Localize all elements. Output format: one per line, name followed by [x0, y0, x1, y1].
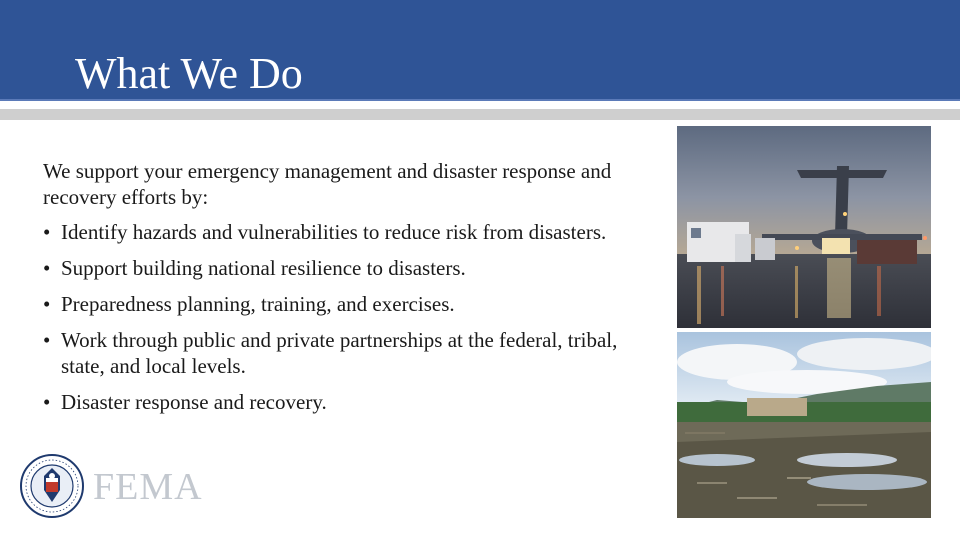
- intro-text: We support your emergency management and disaster response and recovery efforts by:: [43, 159, 612, 209]
- landslide-photo: [677, 332, 931, 518]
- title-bar-edge: [0, 99, 960, 101]
- slide-body: [43, 158, 663, 425]
- cargo-plane-photo: [677, 126, 931, 328]
- bullet-text: Preparedness planning, training, and exercises.: [61, 292, 455, 316]
- divider-band: [0, 109, 960, 120]
- bullet-item: [43, 389, 663, 415]
- bullet-item: [43, 291, 663, 317]
- bullet-item: [43, 255, 663, 281]
- bullet-item: [43, 327, 663, 379]
- bullet-list: [43, 219, 663, 415]
- slide-title: What We Do: [75, 49, 303, 98]
- bullet-text: Disaster response and recovery.: [61, 390, 327, 414]
- bullet-glyph: •: [43, 292, 51, 316]
- fema-wordmark: FEMA: [93, 466, 203, 508]
- bullet-glyph: •: [43, 328, 51, 352]
- bullet-text: Identify hazards and vulnerabilities to reduce risk from disasters.: [61, 220, 607, 244]
- bullet-glyph: •: [43, 220, 51, 244]
- title-bar: [0, 0, 960, 101]
- bullet-glyph: •: [43, 390, 51, 414]
- dhs-seal-icon: [20, 454, 84, 518]
- bullet-text: Support building national resilience to disasters.: [61, 256, 466, 280]
- bullet-item: [43, 219, 663, 245]
- bullet-glyph: •: [43, 256, 51, 280]
- bullet-text: Work through public and private partnerships at the federal, tribal, state, and local levels.: [61, 328, 618, 378]
